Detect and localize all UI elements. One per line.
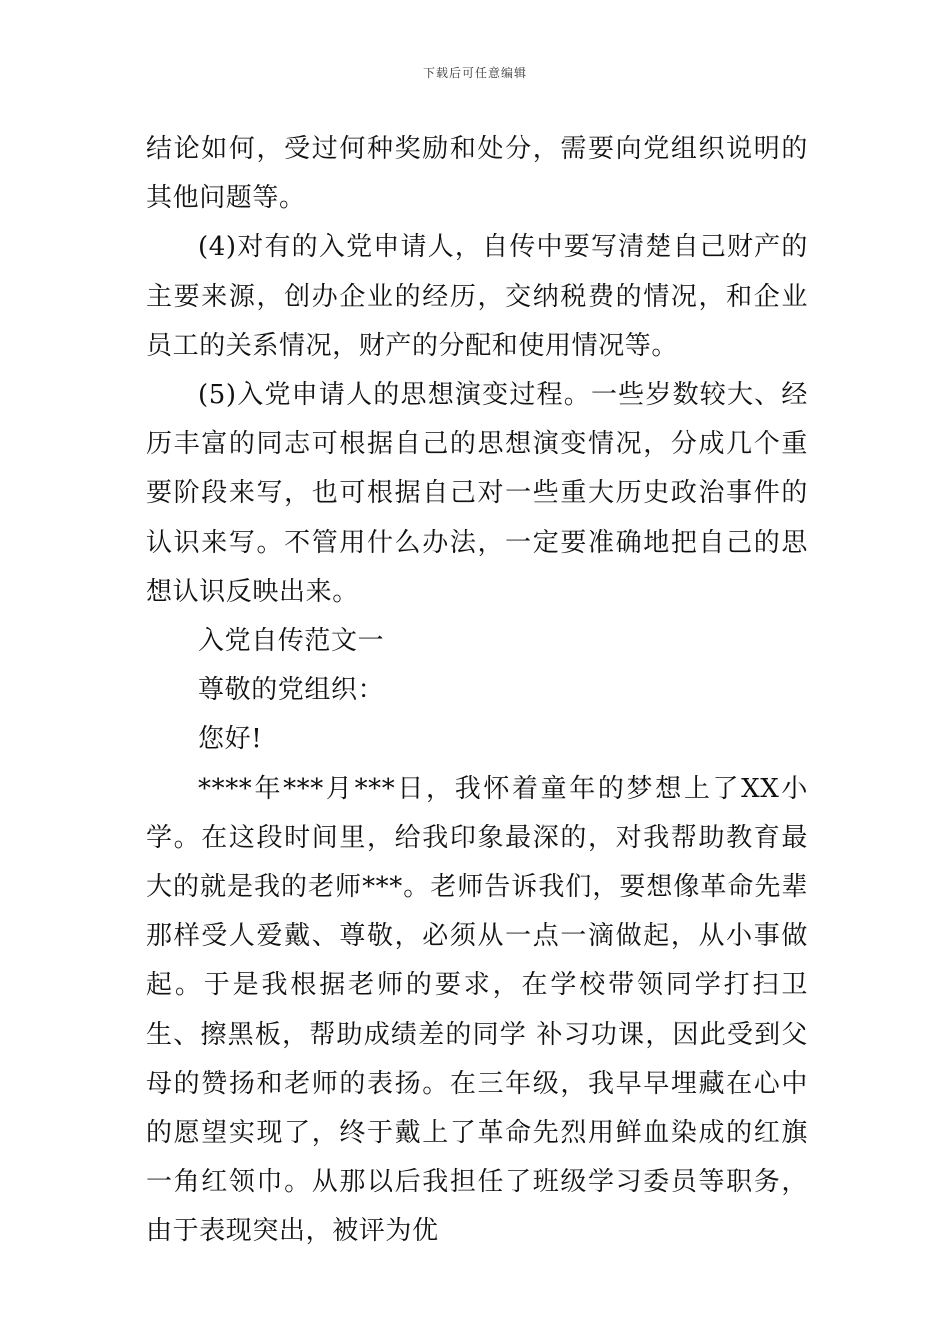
paragraph-continuation: 结论如何，受过何种奖励和处分，需要向党组织说明的其他问题等。 (146, 134, 808, 214)
body-paragraph: ****年***月***日，我怀着童年的梦想上了XX小学。在这段时间里，给我印象最深的，对我帮助教育最大的就是我的老师***。老师告诉我们，要想像革命先辈那样受人爱戴、尊敬，必须从一点一滴做起，从小事做起。于是我根据老师的要求，在学校带领同学打扫卫生、擦黑板，帮助成绩差的同学 补习功课，因此受到父母的赞扬和老师的表扬。在三年级，我早早埋藏在心中的愿望实现了，终于戴上了革命先烈用鲜血染成的红旗一角红领巾。从那以后我担任了班级学习委员等职务，由于表现突出，被评为优 (146, 773, 808, 1247)
greeting: 您好! (198, 724, 263, 755)
paragraph-item-4: (4)对有的入党申请人，自传中要写清楚自己财产的主要来源，创办企业的经历，交纳税费的情况，和企业员工的关系情况，财产的分配和使用情况等。 (146, 232, 808, 361)
paragraph-item-5: (5)入党申请人的思想演变过程。一些岁数较大、经历丰富的同志可根据自己的思想演变情况，分成几个重要阶段来写，也可根据自己对一些重大历史政治事件的认识来写。不管用什么办法，一定要准确地把自己的思想认识反映出来。 (146, 380, 808, 607)
page-header-note: 下载后可任意编辑 (422, 66, 527, 80)
salutation: 尊敬的党组织： (198, 675, 385, 706)
sample-title: 入党自传范文一 (198, 626, 385, 657)
document-body (146, 125, 808, 1257)
